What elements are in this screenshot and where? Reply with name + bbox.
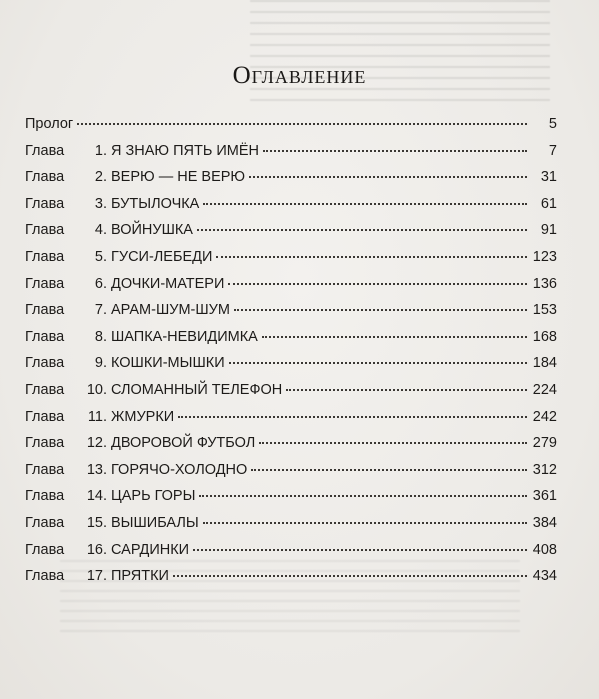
- toc-entry-title: ВЫШИБАЛЫ: [111, 514, 199, 531]
- toc-entry-title: АРАМ-ШУМ-ШУМ: [111, 302, 230, 319]
- show-through-text: [250, 0, 550, 110]
- toc-entry: [25, 435, 557, 462]
- toc-entry-page: 153: [532, 302, 557, 319]
- toc-entry-chapter: [25, 329, 111, 345]
- toc-entry-prefix: Глава: [25, 248, 65, 265]
- toc-entry-chapter: [25, 276, 111, 292]
- toc-entry-number: 12.: [86, 435, 107, 452]
- toc-entry: [25, 249, 557, 276]
- toc-entry-chapter: [25, 302, 111, 318]
- toc-entry-prefix: Глава: [25, 461, 65, 478]
- page-title: Оглавление: [232, 62, 367, 89]
- toc-entry-prefix: Глава: [25, 541, 65, 558]
- toc-entry: [25, 143, 557, 170]
- toc-entry: [25, 488, 557, 515]
- toc-entry-chapter: [25, 169, 111, 185]
- dot-leader: [249, 175, 527, 178]
- toc-entry-number: 8.: [94, 328, 107, 345]
- toc-entry-number: 6.: [94, 275, 107, 292]
- toc-entry-page: 312: [532, 461, 557, 478]
- toc-entry: [25, 382, 557, 409]
- toc-entry-page: 7: [548, 142, 557, 159]
- toc-entry-page: 384: [532, 514, 557, 531]
- toc-entry-page: 434: [532, 568, 557, 585]
- toc-entry: [25, 302, 557, 329]
- toc-entry-prefix: Глава: [25, 222, 65, 239]
- toc-entry: [25, 169, 557, 196]
- dot-leader: [193, 548, 527, 551]
- toc-entry-title: ГУСИ-ЛЕБЕДИ: [111, 248, 213, 265]
- toc-entry-prefix: Пролог: [25, 116, 74, 132]
- toc-entry: [25, 276, 557, 303]
- toc-entry-prefix: Глава: [25, 328, 65, 345]
- dot-leader: [251, 468, 527, 471]
- toc-entry: [25, 568, 557, 595]
- dot-leader: [228, 282, 526, 285]
- dot-leader: [234, 308, 527, 311]
- toc-entry-number: 11.: [87, 408, 107, 425]
- toc-entry-page: 361: [532, 488, 557, 505]
- toc-entry-number: 14.: [86, 488, 107, 505]
- toc-entry-page: 408: [532, 541, 557, 558]
- toc-entry-prefix: Глава: [25, 514, 65, 531]
- toc-entry-page: 224: [532, 381, 557, 398]
- toc-entry-chapter: [25, 143, 111, 159]
- dot-leader: [229, 361, 527, 364]
- toc-entry-title: ЦАРЬ ГОРЫ: [111, 488, 196, 505]
- toc-entry-prefix: Глава: [25, 195, 65, 212]
- toc-entry-page: 242: [532, 408, 557, 425]
- toc-entry-chapter: [25, 568, 111, 584]
- toc-entry: [25, 196, 557, 223]
- toc-entry-prefix: Глава: [25, 435, 65, 452]
- toc-entry-title: КОШКИ-МЫШКИ: [111, 355, 225, 372]
- toc-entry-number: 2.: [94, 169, 107, 186]
- toc-entry-title: ДВОРОВОЙ ФУТБОЛ: [111, 435, 256, 452]
- toc-entry-chapter: [25, 409, 111, 425]
- toc-entry: [25, 222, 557, 249]
- toc-entry-prefix: Глава: [25, 488, 65, 505]
- toc-entry-title: ДОЧКИ-МАТЕРИ: [111, 275, 225, 292]
- toc-entry-chapter: [25, 196, 111, 212]
- toc-entry-chapter: [25, 116, 73, 132]
- toc-entry-prefix: Глава: [25, 355, 65, 372]
- dot-leader: [203, 521, 527, 524]
- toc-entry-chapter: [25, 355, 111, 371]
- toc-entry-prefix: Глава: [25, 302, 65, 319]
- toc-entry-title: ЖМУРКИ: [111, 408, 175, 425]
- toc-entry-chapter: [25, 435, 111, 451]
- toc-entry-number: 3.: [94, 195, 107, 212]
- toc-entry: [25, 329, 557, 356]
- toc-entry-title: ВЕРЮ — НЕ ВЕРЮ: [111, 169, 246, 186]
- dot-leader: [286, 388, 527, 391]
- dot-leader: [173, 574, 527, 577]
- toc-entry-page: 136: [532, 275, 557, 292]
- toc-entry: [25, 409, 557, 436]
- toc-entry-page: 61: [540, 195, 557, 212]
- toc-entry-title: БУТЫЛОЧКА: [111, 195, 200, 212]
- toc-entry-title: ГОРЯЧО-ХОЛОДНО: [111, 461, 248, 478]
- toc-entry-number: 10.: [86, 381, 107, 398]
- toc-entry-chapter: [25, 462, 111, 478]
- toc-entry-page: 123: [532, 248, 557, 265]
- toc-entry-title: САРДИНКИ: [111, 541, 190, 558]
- toc-entry-page: 168: [532, 328, 557, 345]
- toc-entry-number: 15.: [86, 514, 107, 531]
- toc-entry-page: 184: [532, 355, 557, 372]
- toc-entry-title: ШАПКА-НЕВИДИМКА: [111, 328, 258, 345]
- dot-leader: [197, 228, 527, 231]
- toc-entry-page: 91: [540, 222, 557, 239]
- toc-entry: [25, 515, 557, 542]
- dot-leader: [263, 149, 527, 152]
- toc-entry-chapter: [25, 542, 111, 558]
- toc-entry: [25, 116, 557, 143]
- toc-entry-page: 279: [532, 435, 557, 452]
- toc-entry: [25, 355, 557, 382]
- toc-entry-prefix: Глава: [25, 275, 65, 292]
- toc-entry-number: 7.: [94, 302, 107, 319]
- toc-entry-number: 13.: [86, 461, 107, 478]
- dot-leader: [77, 122, 527, 125]
- toc-entry-title: Я ЗНАЮ ПЯТЬ ИМЁН: [111, 142, 260, 159]
- dot-leader: [216, 255, 526, 258]
- dot-leader: [203, 202, 527, 205]
- toc-entry-number: 1.: [94, 142, 107, 159]
- toc-entry-chapter: [25, 222, 111, 238]
- toc-entry: [25, 542, 557, 569]
- toc-entry-title: ВОЙНУШКА: [111, 222, 193, 239]
- toc-entry-number: 5.: [94, 248, 107, 265]
- toc-entry-number: 17.: [86, 568, 107, 585]
- toc-entry-prefix: Глава: [25, 142, 65, 159]
- toc-entry-number: 9.: [94, 355, 107, 372]
- toc-entry-chapter: [25, 488, 111, 504]
- toc-entry-number: 4.: [94, 222, 107, 239]
- toc-entry-prefix: Глава: [25, 169, 65, 186]
- dot-leader: [259, 441, 527, 444]
- toc-entry-prefix: Глава: [25, 381, 65, 398]
- toc-entry-prefix: Глава: [25, 568, 65, 585]
- table-of-contents: [25, 116, 557, 595]
- toc-entry-number: 16.: [86, 541, 107, 558]
- toc-entry-chapter: [25, 249, 111, 265]
- dot-leader: [262, 335, 527, 338]
- dot-leader: [178, 415, 527, 418]
- toc-entry-title: СЛОМАННЫЙ ТЕЛЕФОН: [111, 381, 283, 398]
- toc-entry-title: ПРЯТКИ: [111, 568, 169, 585]
- toc-entry-chapter: [25, 382, 111, 398]
- toc-entry-page: 5: [548, 116, 557, 132]
- dot-leader: [199, 494, 526, 497]
- toc-entry: [25, 462, 557, 489]
- toc-entry-page: 31: [540, 169, 557, 186]
- toc-entry-prefix: Глава: [25, 408, 65, 425]
- toc-entry-chapter: [25, 515, 111, 531]
